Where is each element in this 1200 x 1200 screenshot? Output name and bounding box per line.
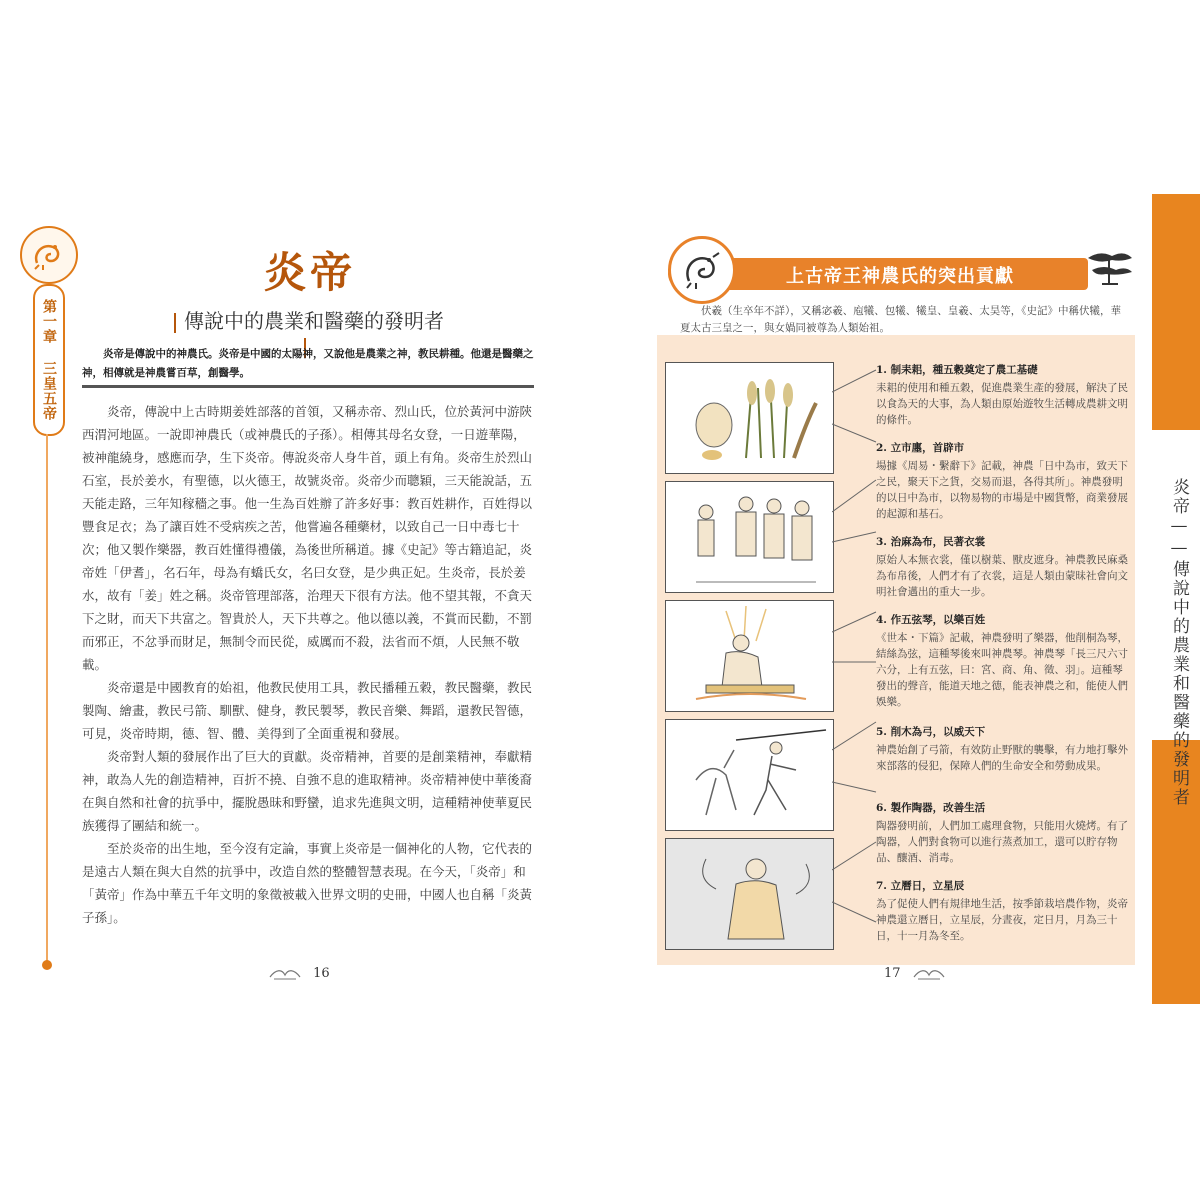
illustration-calendar-sage — [665, 838, 834, 950]
callout-pointers — [832, 362, 878, 952]
contribution-item — [876, 534, 1128, 600]
running-side-title: 炎帝——傳說中的農業和醫藥的發明者 — [1169, 478, 1189, 807]
header-ornament — [1082, 244, 1136, 288]
section-header-title: 上古帝王神農氏的突出貢獻 — [786, 266, 1014, 287]
intro-text: 伏羲（生卒年不詳），又稱宓羲、庖犧、包犧、犧皇、皇羲、太昊等，《史記》中稱伏犧，華夏太古三皇之一，與女媧同被尊為人類始祖。 — [680, 305, 1121, 334]
body-paragraph: 炎帝還是中國教育的始祖，他教民使用工具，教民播種五穀，教民醫藥，教民製陶、繪畫，教民弓箭、馴獸、健身，教民製琴，教民音樂、舞蹈，還教民智德，可見，炎帝時期，德、智、體、美得到了全面重視和發展。 — [82, 680, 533, 741]
body-paragraph: 炎帝，傳說中上古時期姜姓部落的首領，又稱赤帝、烈山氏，位於黃河中游陝西渭河地區。一說即神農氏（或神農氏的子孫）。相傳其母名女登，一日遊華陽，被神龍繞身，感應而孕，生下炎帝。傳說炎帝人身牛首，頭上有角。炎帝生於烈山石室，長於姜水，有聖德，以火德王，故號炎帝。炎帝少而聰穎，三天能說話，五天能走路，三年知稼穡之事。他一生為百姓辦了許多好事：教百姓耕作，百姓得以豐食足衣；為了讓百姓不受病疾之苦，他嘗遍各種藥材，以致自己一日中毒七十次；他又製作樂器，教百姓懂得禮儀，為後世所稱道。據《史記》等古籍追記，炎帝姓「伊耆」，名石年，母為有蟜氏女，名曰女登，是少典正妃。生炎帝，長於姜水，故有「姜」姓之稱。炎帝管理部落，治理天下很有方法。他不望其報，不貪天下之財，而天下共富之。智貴於人，天下共尊之。他以德以義，不賞而民勸，不罰而邪正，不忿爭而財足，無制令而民從，威厲而不殺，法省而不煩，人民無不敬載。 — [82, 404, 533, 672]
footer-scroll-ornament-icon — [912, 967, 946, 981]
item-title: 2. 立市廛，首辟市 — [876, 442, 965, 454]
page-title: 炎帝 — [263, 248, 356, 297]
illustration-market — [665, 481, 834, 593]
article-body — [82, 400, 534, 929]
contribution-item — [876, 440, 1128, 522]
header-dragon-emblem — [668, 236, 736, 304]
summary-text: 炎帝是傳說中的神農氏。炎帝是中國的太陽神，又說他是農業之神，教民耕種。他還是醫藥之神，相傳就是神農嘗百草，創醫學。 — [82, 348, 534, 379]
chapter-label: 第一章 三皇五帝 — [33, 284, 65, 436]
subtitle-text: 傳說中的農業和醫藥的發明者 — [184, 309, 444, 333]
body-paragraph: 炎帝對人類的發展作出了巨大的貢獻。炎帝精神，首要的是創業精神，奉獻精神，敢為人先的創造精神，百折不撓、自強不息的進取精神。炎帝精神使中華後裔在與自然和社會的抗爭中，擺脫愚昧和野蠻，追求先進與文明，這種精神使華夏民族獲得了團結和統一。 — [82, 749, 533, 833]
dragon-emblem-icon — [679, 247, 725, 293]
chapter-divider-line — [46, 434, 48, 964]
item-text: 《世本・下篇》記載，神農發明了樂器，他削桐為琴，結絲為弦，這種琴後來叫神農琴。神農琴「長三尺六寸六分，上有五弦，曰：宮、商、角、徵、羽」。這種琴發出的聲音，能道天地之德，能表神農之和，能使人們娛樂。 — [876, 632, 1128, 708]
item-text: 陶器發明前，人們加工處理食物，只能用火燒烤。有了陶器，人們對食物可以進行蒸煮加工，還可以貯存物品、釀酒、消毒。 — [876, 820, 1128, 864]
item-title: 6. 製作陶器，改善生活 — [876, 802, 986, 814]
item-text: 耒耜的使用和種五穀，促進農業生產的發展，解決了民以食為天的大事，為人類由原始遊牧生活轉成農耕文明的條件。 — [876, 382, 1128, 426]
bonsai-ornament-icon — [1082, 244, 1136, 288]
illustration-grains — [665, 362, 834, 474]
item-title: 7. 立曆日，立星辰 — [876, 880, 965, 892]
footer-scroll-ornament-icon — [268, 967, 302, 981]
thumb-tab-top — [1152, 194, 1200, 430]
dragon-emblem-icon — [29, 235, 69, 275]
left-footer — [268, 966, 330, 985]
item-title: 4. 作五弦琴，以樂百姓 — [876, 614, 986, 626]
item-text: 原始人本無衣裳，僅以樹葉、獸皮遮身。神農教民麻桑為布帛後，人們才有了衣裳，這是人類由蒙昧社會向文明社會邁出的重大一步。 — [876, 554, 1128, 598]
summary-divider — [82, 385, 534, 388]
item-title: 1. 制耒耜，種五穀奠定了農工基礎 — [876, 364, 1038, 376]
contribution-item — [876, 724, 1128, 774]
illustration-bow — [665, 719, 834, 831]
item-text: 神農始創了弓箭，有效防止野獸的襲擊，有力地打擊外來部落的侵犯，保障人們的生命安全和勞動成果。 — [876, 744, 1128, 772]
item-text: 為了促使人們有規律地生活，按季節栽培農作物，炎帝神農還立曆日，立星辰，分晝夜，定日月，月為三十日，十一月為冬至。 — [876, 898, 1128, 942]
contribution-item — [876, 362, 1128, 428]
subtitle-bar-left — [174, 313, 176, 333]
page-number: 16 — [313, 966, 330, 981]
page-number: 17 — [884, 966, 901, 981]
contribution-item — [876, 800, 1128, 866]
item-title: 5. 削木為弓，以威天下 — [876, 726, 986, 738]
chapter-line-end-dot — [42, 960, 52, 970]
illustration-zither — [665, 600, 834, 712]
contribution-item — [876, 612, 1128, 710]
chapter-dragon-emblem — [20, 226, 78, 284]
contribution-item — [876, 878, 1128, 944]
item-title: 3. 治麻為布，民著衣裳 — [876, 536, 986, 548]
body-paragraph: 至於炎帝的出生地，至今沒有定論，事實上炎帝是一個神化的人物，它代表的是遠古人類在與大自然的抗爭中，改造自然的整體智慧表現。在今天，「炎帝」和「黃帝」作為中華五千年文明的象徵被載入世界文明的史冊，中國人也自稱「炎黃子孫」。 — [82, 841, 533, 925]
item-text: 場據《周易・繫辭下》記載，神農「日中為市，致天下之民，聚天下之貨，交易而退，各得其所」。神農發明的以日中為市，以物易物的市場是中國貨幣，商業發展的起源和基石。 — [876, 460, 1128, 520]
right-footer — [884, 966, 946, 985]
